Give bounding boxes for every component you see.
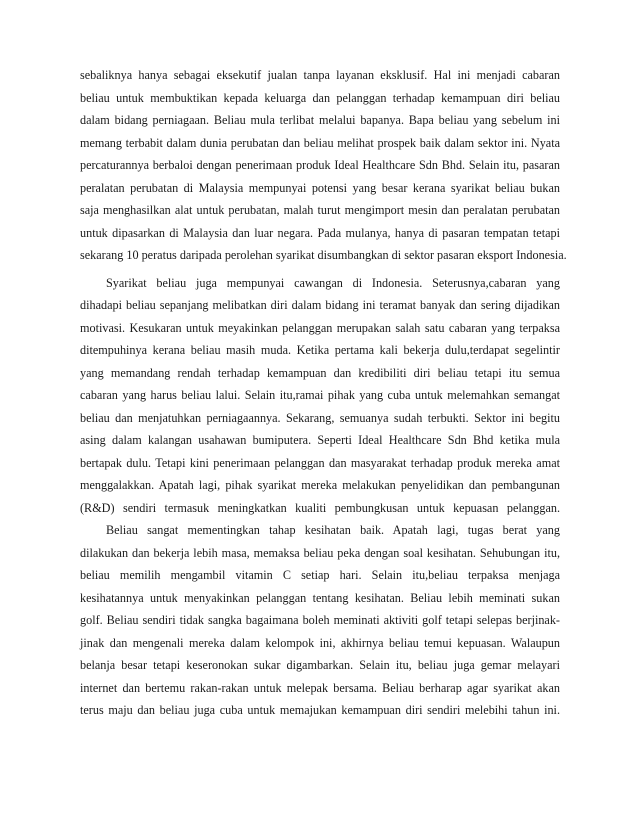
text-line: beliau dan menjatuhkan perniagaannya. Sekarang, semuanya sudah terbukti. Sektor ini begitu bbox=[80, 410, 560, 425]
text-line: asing dalam kalangan usahawan bumiputera. Seperti Ideal Healthcare Sdn Bhd ketika mula bbox=[80, 433, 560, 447]
body-text bbox=[80, 64, 567, 722]
text-line: yang memandang rendah terhadap kemampuan dan kredibiliti diri beliau tetapi itu semua bbox=[80, 365, 560, 380]
text-line: sebaliknya hanya sebagai eksekutif jualan tanpa layanan eksklusif. Hal ini menjadi cabaran bbox=[80, 68, 560, 82]
text-line: percaturannya berbaloi dengan penerimaan produk Ideal Healthcare Sdn Bhd. Selain itu, pasaran bbox=[80, 158, 560, 172]
text-line: sekarang 10 peratus daripada perolehan syarikat disumbangkan di sektor pasaran eksport Indonesia. bbox=[80, 248, 567, 262]
text-line: (R&D) sendiri termasuk meningkatkan kualiti pembungkusan untuk kepuasan pelanggan. bbox=[80, 500, 560, 515]
text-line: motivasi. Kesukaran untuk meyakinkan pelanggan merupakan salah satu cabaran yang terpaksa bbox=[80, 320, 560, 335]
text-line: dihadapi beliau sepanjang melibatkan diri dalam bidang ini teramat banyak dan sering dijadikan bbox=[80, 298, 560, 312]
text-line: terus maju dan beliau juga cuba untuk memajukan kemampuan diri sendiri melebihi tahun ini. bbox=[80, 703, 560, 717]
paragraph-2 bbox=[80, 272, 560, 520]
text-line: belanja besar tetapi keseronokan sukar digambarkan. Selain itu, beliau juga gemar melayari bbox=[80, 658, 560, 672]
text-line: beliau memilih mengambil vitamin C setiap hari. Selain itu,beliau terpaksa menjaga bbox=[80, 568, 560, 582]
text-line: saja menghasilkan alat untuk perubatan, malah turut mengimport mesin dan peralatan perubatan bbox=[80, 203, 560, 217]
text-line: beliau untuk membuktikan kepada keluarga dan pelanggan terhadap kemampuan diri beliau bbox=[80, 90, 560, 105]
text-line: untuk dipasarkan di Malaysia dan luar negara. Pada mulanya, hanya di pasaran tempatan tetapi bbox=[80, 225, 560, 240]
text-line: internet dan bertemu rakan-rakan untuk melepak bersama. Beliau berharap agar syarikat akan bbox=[80, 680, 560, 695]
text-line: Beliau sangat mementingkan tahap kesihatan baik. Apatah lagi, tugas berat yang bbox=[106, 523, 560, 537]
text-line: golf. Beliau sendiri tidak sangka bagaimana boleh meminati aktiviti golf tetapi selepas berjinak- bbox=[80, 613, 560, 627]
paragraph-3 bbox=[80, 519, 560, 722]
text-line: dilakukan dan bekerja lebih masa, memaksa beliau peka dengan soal kesihatan. Sehubungan itu, bbox=[80, 545, 560, 560]
text-line: dalam bidang perniagaan. Beliau mula terlibat melalui bapanya. Bapa beliau yang sebelum ini bbox=[80, 113, 560, 127]
paragraph-1 bbox=[80, 64, 567, 267]
text-line: jinak dan mengenali mereka dalam kelompok ini, akhirnya beliau temui kepuasan. Walaupun bbox=[80, 635, 560, 650]
text-line: peralatan perubatan di Malaysia mempunyai potensi yang besar kerana syarikat beliau bukan bbox=[80, 180, 560, 195]
text-line: cabaran yang harus beliau lalui. Selain itu,ramai pihak yang cuba untuk melemahkan semangat bbox=[80, 388, 560, 402]
text-line: kesihatannya untuk menyakinkan pelanggan tentang kesihatan. Beliau lebih meminati sukan bbox=[80, 590, 560, 605]
text-line: memang terbabit dalam dunia perubatan dan beliau melihat prospek baik dalam sektor ini. Nyata bbox=[80, 135, 560, 150]
text-line: Syarikat beliau juga mempunyai cawangan di Indonesia. Seterusnya,cabaran yang bbox=[106, 275, 560, 290]
text-line: bertapak dulu. Tetapi kini penerimaan pelanggan dan masyarakat terhadap produk mereka amat bbox=[80, 455, 560, 470]
text-line: ditempuhinya kerana beliau masih muda. Ketika pertama kali bekerja dulu,terdapat segelintir bbox=[80, 343, 560, 357]
text-line: menggalakkan. Apatah lagi, pihak syarikat mereka melakukan penyelidikan dan pembangunan bbox=[80, 478, 560, 492]
